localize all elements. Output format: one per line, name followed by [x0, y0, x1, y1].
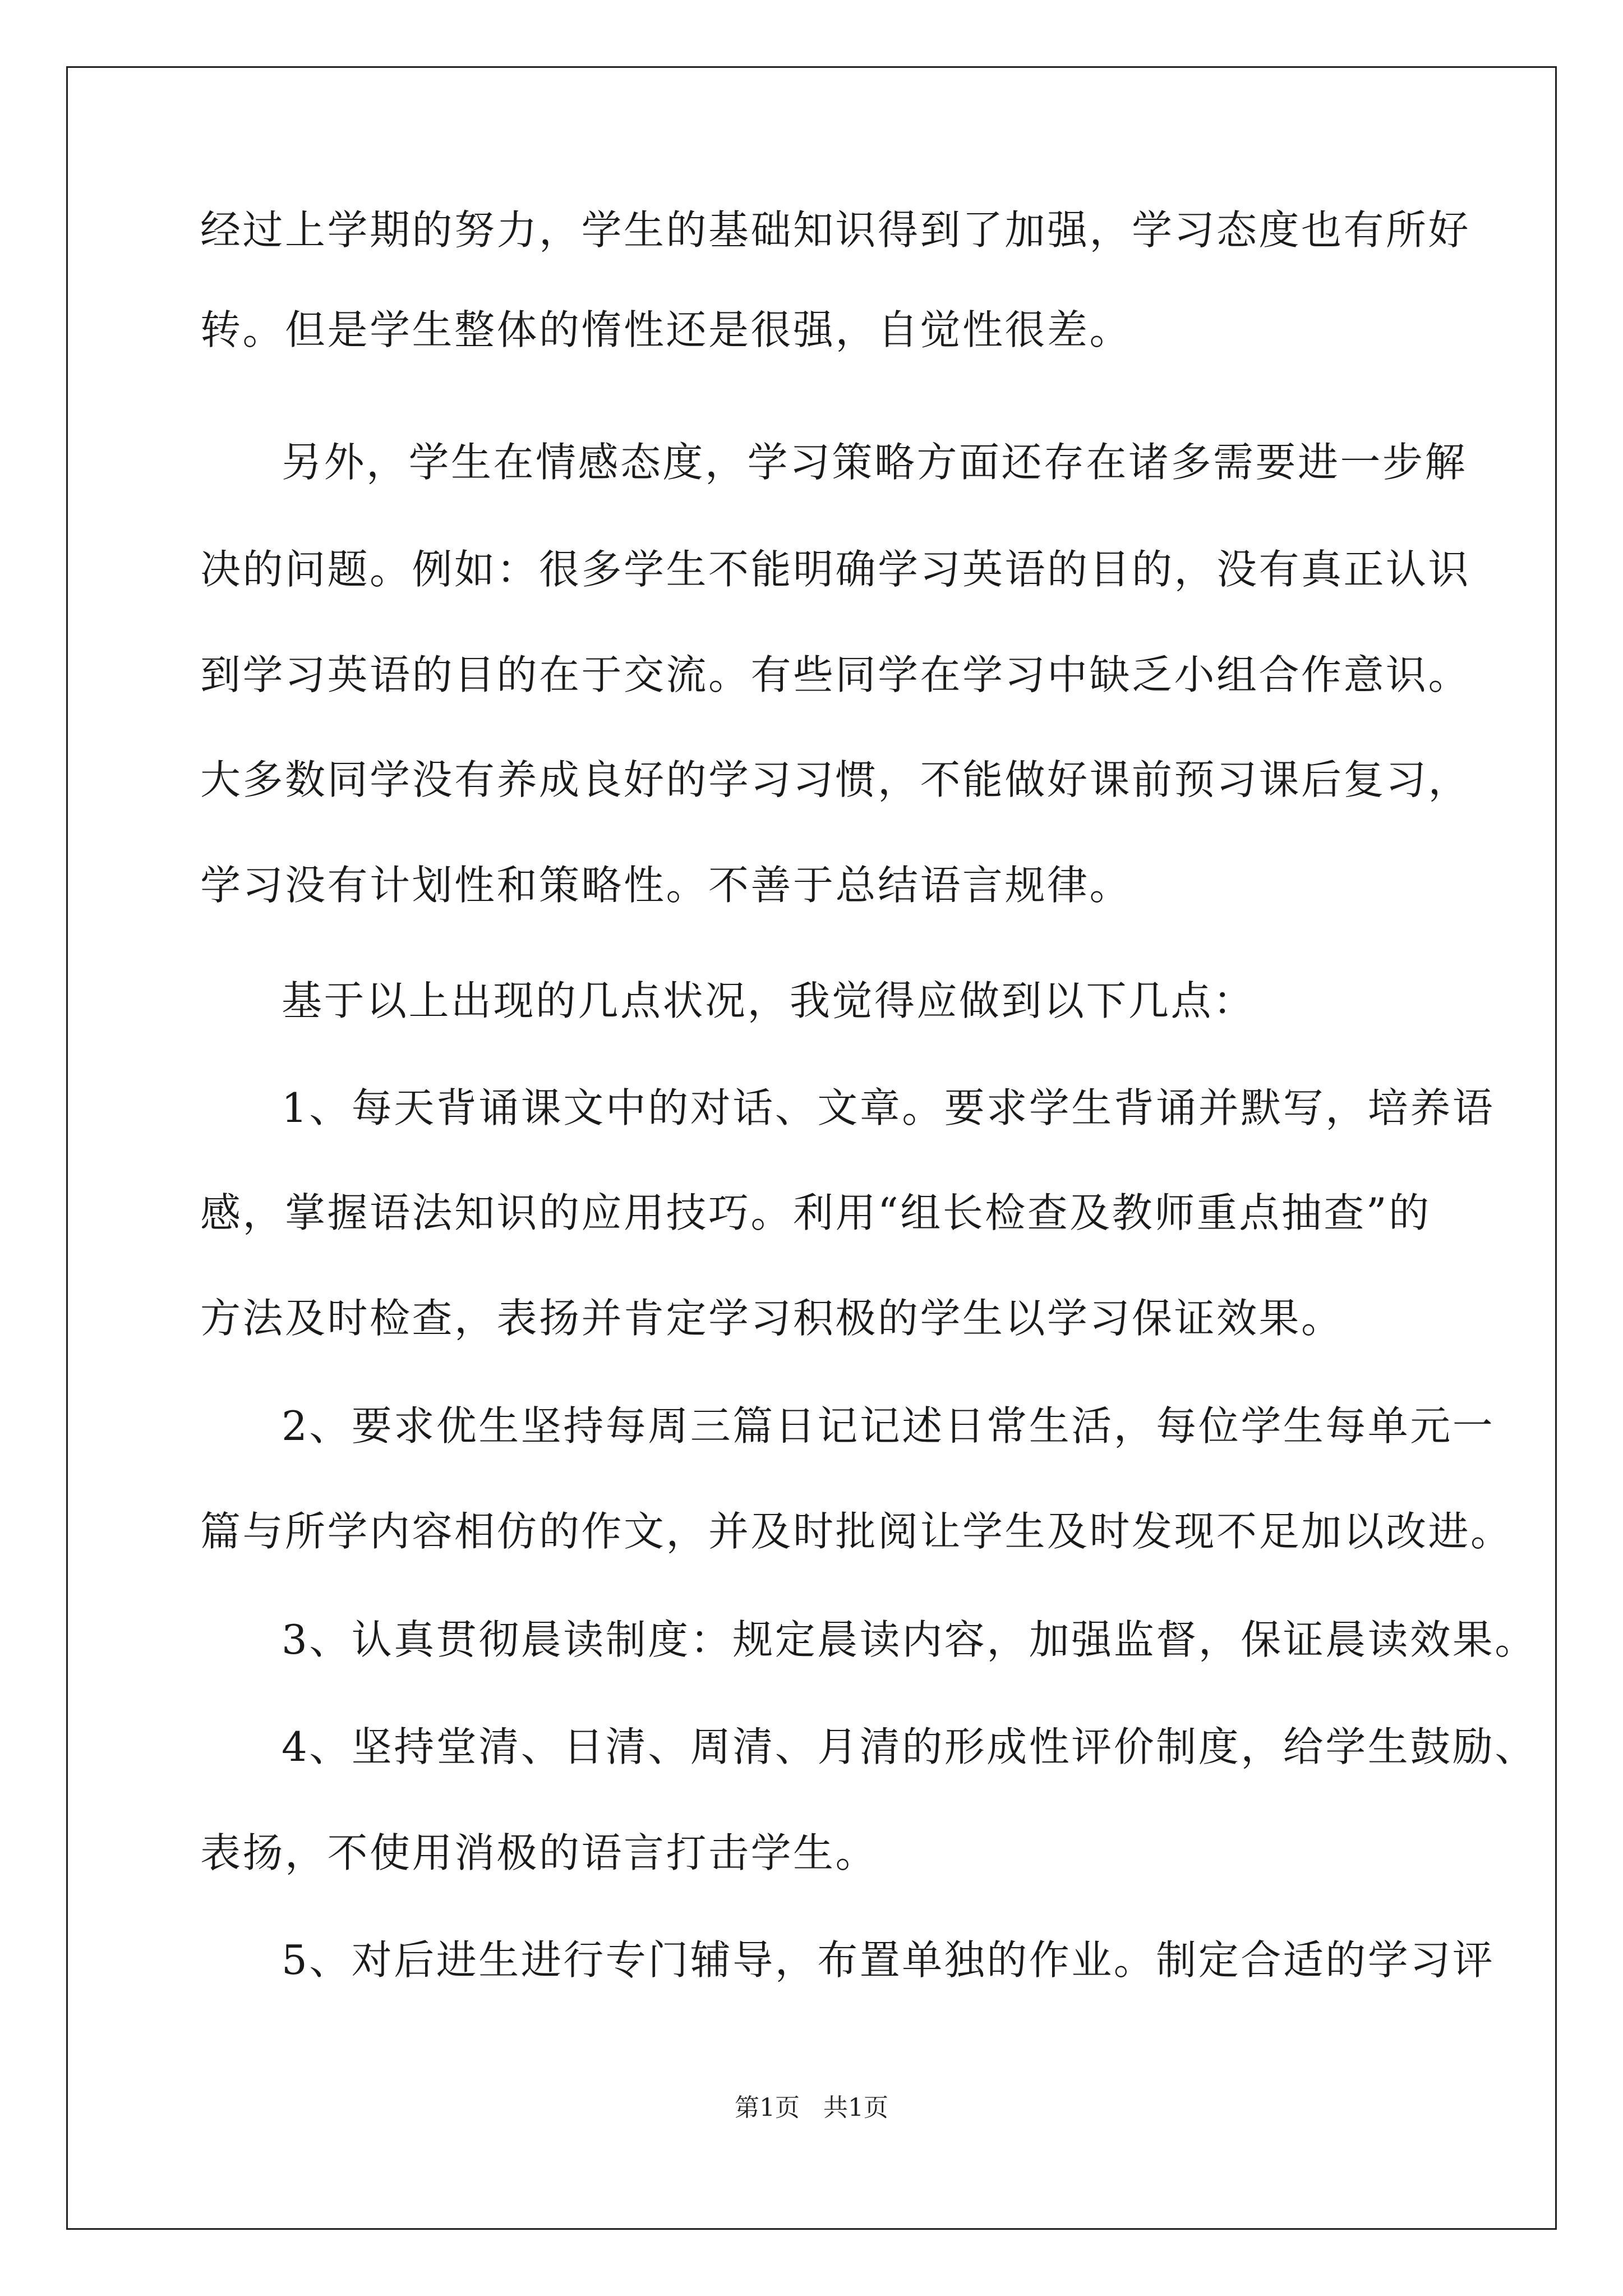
text-line: 方法及时检查，表扬并肯定学习积极的学生以学习保证效果。: [200, 1295, 1344, 1342]
text-line: 决的问题。例如：很多学生不能明确学习英语的目的，没有真正认识: [200, 546, 1471, 593]
text-line: 篇与所学内容相仿的作文，并及时批阅让学生及时发现不足加以改进。: [200, 1508, 1513, 1555]
text-line: 学习没有计划性和策略性。不善于总结语言规律。: [200, 862, 1132, 909]
paragraph-first-line: 5、对后进生进行专门辅导，布置单独的作业。制定合适的学习评: [282, 1936, 1495, 1984]
text-line: 到学习英语的目的在于交流。有些同学在学习中缺乏小组合作意识。: [200, 651, 1471, 698]
paragraph-first-line: 另外，学生在情感态度，学习策略方面还存在诸多需要进一步解: [282, 439, 1468, 486]
text-line: 感，掌握语法知识的应用技巧。利用“组长检查及教师重点抽查”的: [200, 1189, 1431, 1236]
paragraph-first-line: 1、每天背诵课文中的对话、文章。要求学生背诵并默写，培养语: [282, 1084, 1495, 1131]
page-border: [66, 66, 1557, 2230]
paragraph-first-line: 2、要求优生坚持每周三篇日记记述日常生活，每位学生每单元一: [282, 1402, 1495, 1450]
text-line: 大多数同学没有养成良好的学习习惯，不能做好课前预习课后复习，: [200, 756, 1471, 803]
text-line: 表扬，不使用消极的语言打击学生。: [200, 1829, 878, 1876]
text-line: 转。但是学生整体的惰性还是很强，自觉性很差。: [200, 306, 1132, 353]
paragraph-first-line: 4、坚持堂清、日清、周清、月清的形成性评价制度，给学生鼓励、: [282, 1723, 1537, 1770]
text-line: 经过上学期的努力，学生的基础知识得到了加强，学习态度也有所好: [200, 206, 1471, 254]
paragraph-first-line: 基于以上出现的几点状况，我觉得应做到以下几点：: [282, 977, 1256, 1024]
paragraph-first-line: 3、认真贯彻晨读制度：规定晨读内容，加强监督，保证晨读效果。: [282, 1616, 1537, 1663]
page-number-footer: 第1页 共1页: [735, 2093, 888, 2122]
